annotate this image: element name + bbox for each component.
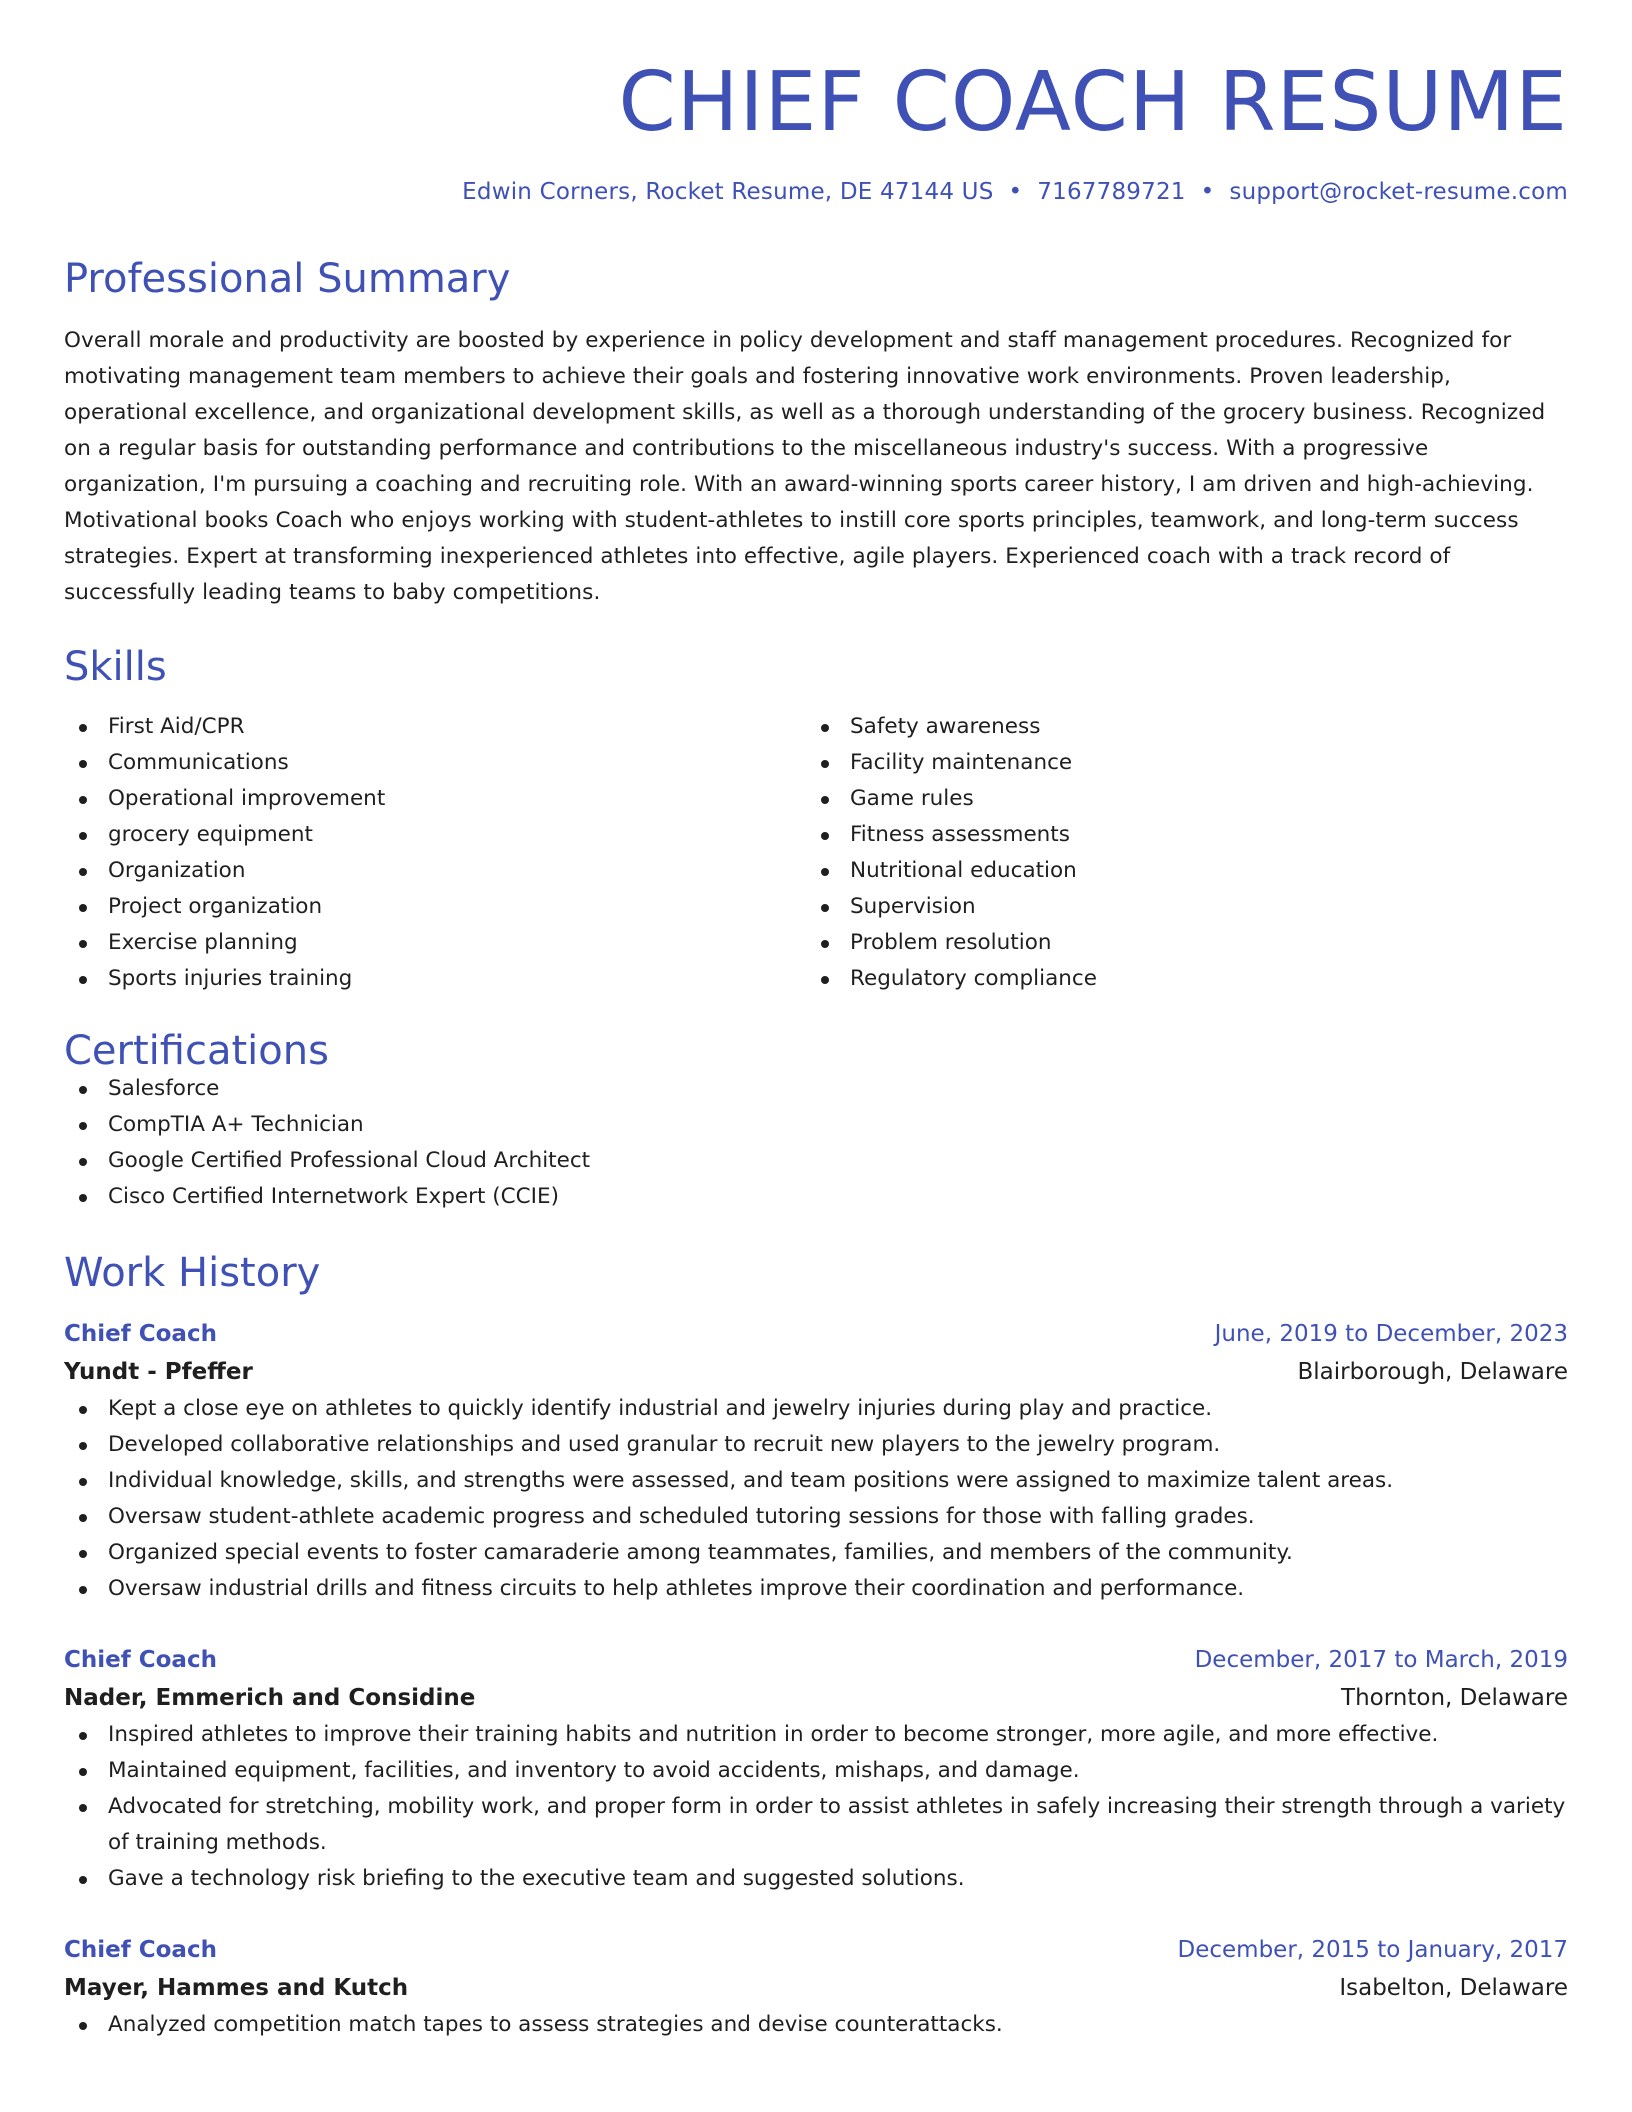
skill-item — [806, 889, 1548, 925]
skill-item — [64, 889, 806, 925]
certification-item-text: CompTIA A+ Technician — [108, 1112, 364, 1137]
contact-separator: • — [1008, 179, 1023, 205]
skills-grid — [64, 709, 1568, 997]
bullet-dot-icon — [79, 1732, 87, 1740]
job-bullet — [64, 1753, 1568, 1789]
skills-column-left — [64, 709, 806, 997]
skill-item-text: Organization — [108, 858, 246, 883]
skill-item — [806, 817, 1548, 853]
work-history-heading: Work History — [64, 1250, 321, 1296]
skill-item-text: Fitness assessments — [850, 822, 1070, 847]
skill-item-text: Problem resolution — [850, 930, 1052, 955]
skill-item-text: Game rules — [850, 786, 974, 811]
skill-item — [64, 745, 806, 781]
bullet-dot-icon — [821, 868, 829, 876]
skill-item — [806, 961, 1548, 997]
skill-item-text: grocery equipment — [108, 822, 313, 847]
bullet-dot-icon — [79, 1122, 87, 1130]
certification-item — [64, 1071, 1568, 1107]
job-bullet-text: Maintained equipment, facilities, and inventory to avoid accidents, mishaps, and damage. — [108, 1758, 1080, 1783]
skill-item-text: Safety awareness — [850, 714, 1041, 739]
contact-email: support@rocket-resume.com — [1229, 179, 1568, 205]
skill-item — [64, 781, 806, 817]
job-bullet-text: Inspired athletes to improve their training habits and nutrition in order to become stronger, more agile, and more effective. — [108, 1722, 1439, 1747]
job-entry — [64, 1641, 1568, 1897]
skill-item-text: Nutritional education — [850, 858, 1077, 883]
job-bullet-text: Advocated for stretching, mobility work, and proper form in order to assist athletes in safely increasing their strength through a variety of training methods. — [108, 1794, 1566, 1855]
job-bullet — [64, 1427, 1568, 1463]
job-bullet — [64, 1463, 1568, 1499]
job-bullet-text: Gave a technology risk briefing to the executive team and suggested solutions. — [108, 1866, 965, 1891]
skill-item-text: Project organization — [108, 894, 323, 919]
contact-separator: • — [1200, 179, 1215, 205]
bullet-dot-icon — [79, 940, 87, 948]
job-company-row — [64, 1679, 1568, 1717]
skill-item — [64, 925, 806, 961]
job-dates: December, 2015 to January, 2017 — [1177, 1937, 1568, 1963]
bullet-dot-icon — [79, 904, 87, 912]
skills-list-right — [806, 709, 1548, 997]
contact-line — [64, 179, 1568, 205]
job-bullet-text: Individual knowledge, skills, and strengths were assessed, and team positions were assigned to maximize talent areas. — [108, 1468, 1394, 1493]
certification-item — [64, 1143, 1568, 1179]
bullet-dot-icon — [79, 1514, 87, 1522]
job-bullets — [64, 1391, 1568, 1607]
bullet-dot-icon — [821, 760, 829, 768]
skill-item — [64, 709, 806, 745]
job-header-row — [64, 1641, 1568, 1679]
bullet-dot-icon — [79, 2022, 87, 2030]
job-company-row — [64, 1353, 1568, 1391]
certification-item-text: Cisco Certified Internetwork Expert (CCIE) — [108, 1184, 559, 1209]
bullet-dot-icon — [79, 868, 87, 876]
summary-text: Overall morale and productivity are boosted by experience in policy development and staff management procedures. Recognized for motivating management team members to achieve their goals and fostering innovative work environments. Proven leadership, operational excellence, and organizational development skills, as well as a thorough understanding of the grocery business. Recognized on a regular basis for outstanding performance and contributions to the miscellaneous industry's success. With a progressive organization, I'm pursuing a coaching and recruiting role. With an award-winning sports career history, I am driven and high-achieving. Motivational books Coach who enjoys working with student-athletes to instill core sports principles, teamwork, and long-term success strategies. Expert at transforming inexperienced athletes into effective, agile players. Experienced coach with a track record of successfully leading teams to baby competitions. — [64, 328, 1546, 605]
certification-item-text: Google Certified Professional Cloud Architect — [108, 1148, 591, 1173]
contact-phone: 7167789721 — [1037, 179, 1186, 205]
skill-item-text: Sports injuries training — [108, 966, 353, 991]
job-bullet-text: Oversaw industrial drills and fitness circuits to help athletes improve their coordination and performance. — [108, 1576, 1245, 1601]
job-bullet-text: Kept a close eye on athletes to quickly identify industrial and jewelry injuries during play and practice. — [108, 1396, 1213, 1421]
bullet-dot-icon — [821, 940, 829, 948]
bullet-dot-icon — [79, 1158, 87, 1166]
bullet-dot-icon — [79, 1876, 87, 1884]
bullet-dot-icon — [79, 1406, 87, 1414]
bullet-dot-icon — [79, 724, 87, 732]
skills-heading: Skills — [64, 644, 167, 690]
bullet-dot-icon — [79, 976, 87, 984]
skills-column-right — [806, 709, 1548, 997]
job-bullet — [64, 1861, 1568, 1897]
skill-item — [806, 709, 1548, 745]
skills-list-left — [64, 709, 806, 997]
bullet-dot-icon — [79, 1478, 87, 1486]
job-entry — [64, 1315, 1568, 1607]
skill-item-text: Exercise planning — [108, 930, 298, 955]
job-header-row — [64, 1315, 1568, 1353]
bullet-dot-icon — [79, 760, 87, 768]
bullet-dot-icon — [79, 1086, 87, 1094]
certification-item-text: Salesforce — [108, 1076, 220, 1101]
job-bullets — [64, 2007, 1568, 2043]
bullet-dot-icon — [79, 1442, 87, 1450]
job-header-row — [64, 1931, 1568, 1969]
skill-item-text: First Aid/CPR — [108, 714, 245, 739]
contact-address: Edwin Corners, Rocket Resume, DE 47144 US — [462, 179, 994, 205]
skill-item-text: Regulatory compliance — [850, 966, 1097, 991]
job-bullet — [64, 2007, 1568, 2043]
job-bullet — [64, 1535, 1568, 1571]
job-entry — [64, 1931, 1568, 2043]
certification-item — [64, 1179, 1568, 1215]
bullet-dot-icon — [821, 832, 829, 840]
bullet-dot-icon — [79, 832, 87, 840]
job-bullet-text: Developed collaborative relationships and used granular to recruit new players to the jewelry program. — [108, 1432, 1221, 1457]
skill-item — [806, 925, 1548, 961]
bullet-dot-icon — [821, 724, 829, 732]
bullet-dot-icon — [79, 1768, 87, 1776]
bullet-dot-icon — [821, 904, 829, 912]
job-role: Chief Coach — [64, 1321, 217, 1347]
job-location: Blairborough, Delaware — [1297, 1359, 1568, 1385]
skill-item-text: Supervision — [850, 894, 976, 919]
certifications-heading: Certifications — [64, 1028, 329, 1074]
resume-title: CHIEF COACH RESUME — [618, 55, 1568, 150]
bullet-dot-icon — [79, 796, 87, 804]
job-bullet — [64, 1789, 1568, 1861]
job-role: Chief Coach — [64, 1937, 217, 1963]
certifications-list — [64, 1071, 1568, 1215]
job-bullet — [64, 1391, 1568, 1427]
skill-item — [64, 817, 806, 853]
work-history-list — [64, 1315, 1568, 2043]
certification-item — [64, 1107, 1568, 1143]
job-bullet-text: Organized special events to foster camaraderie among teammates, families, and members of the community. — [108, 1540, 1293, 1565]
job-company: Nader, Emmerich and Considine — [64, 1685, 476, 1711]
job-bullet — [64, 1571, 1568, 1607]
job-dates: December, 2017 to March, 2019 — [1194, 1647, 1568, 1673]
bullet-dot-icon — [79, 1550, 87, 1558]
skill-item — [806, 781, 1548, 817]
skill-item — [64, 961, 806, 997]
bullet-dot-icon — [821, 796, 829, 804]
resume-page — [64, 50, 1568, 2043]
job-company: Yundt - Pfeffer — [64, 1359, 253, 1385]
job-bullet — [64, 1717, 1568, 1753]
job-bullet — [64, 1499, 1568, 1535]
skill-item-text: Facility maintenance — [850, 750, 1073, 775]
bullet-dot-icon — [79, 1586, 87, 1594]
job-location: Thornton, Delaware — [1341, 1685, 1568, 1711]
job-company-row — [64, 1969, 1568, 2007]
skill-item — [806, 853, 1548, 889]
job-role: Chief Coach — [64, 1647, 217, 1673]
bullet-dot-icon — [821, 976, 829, 984]
skill-item-text: Operational improvement — [108, 786, 386, 811]
job-location: Isabelton, Delaware — [1339, 1975, 1568, 2001]
job-bullets — [64, 1717, 1568, 1897]
skill-item-text: Communications — [108, 750, 289, 775]
skill-item — [806, 745, 1548, 781]
job-company: Mayer, Hammes and Kutch — [64, 1975, 409, 2001]
job-bullet-text: Oversaw student-athlete academic progress and scheduled tutoring sessions for those with falling grades. — [108, 1504, 1255, 1529]
skill-item — [64, 853, 806, 889]
bullet-dot-icon — [79, 1194, 87, 1202]
job-bullet-text: Analyzed competition match tapes to assess strategies and devise counterattacks. — [108, 2012, 1003, 2037]
summary-heading: Professional Summary — [64, 256, 511, 302]
bullet-dot-icon — [79, 1804, 87, 1812]
job-dates: June, 2019 to December, 2023 — [1214, 1321, 1568, 1347]
